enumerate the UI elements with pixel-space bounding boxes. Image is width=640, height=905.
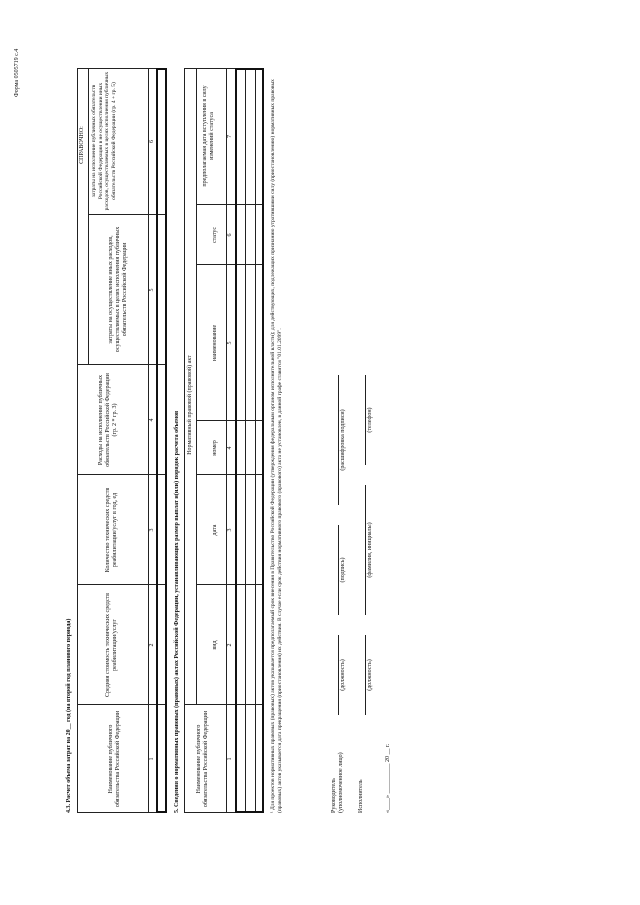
executor-position-caption: (должность) (367, 659, 373, 691)
s5-colnum-5: 5 (227, 341, 233, 345)
s5-header-col1: Наименование публичного обязательства Российской Федерации (196, 710, 209, 808)
head-sub: (уполномоченное лицо) (338, 752, 344, 813)
s43-header-col6: затраты на исполнение публичных обязательств Российской Федерации в не осуществлении иных расходов, осуществляемых в целях исполнения публичных обязательств Российской Федерации (гр. 4 + гр. 5) (91, 71, 117, 211)
s5-header-data: дата (212, 524, 218, 536)
s5-colnum-6: 6 (227, 233, 233, 237)
executor-label: Исполнитель (358, 779, 364, 813)
s5-colnum-1: 1 (227, 757, 233, 761)
s5-header-date-change: предполагаемая дата вступления в силу изменений статуса (202, 85, 215, 187)
s43-header-col5: затраты на осуществление иных расходов, осуществляемых в целях исполнения публичных обязательств Российской Федерации (108, 226, 128, 353)
footnote: ¹ Для проектов нормативных правовых (правовых) актов указывается предполагаемый срок внесения в Правительство Российской Федерации (утверждения федеральным органом исполнительной власти); для действующих, подлежащих признанию утратившими силу (приостановлению) нормативных правовых (правовых) актов указывается дата прекращения (приостановления) их действия. В случае если срок действия нормативного правового (правового) акта не установлен, в данной графе ставится "01.01.2099". (270, 79, 283, 813)
s5-colnum-4: 4 (227, 446, 233, 450)
s43-colnum-6: 6 (149, 140, 155, 143)
section-43-title: 4.3. Расчет объема затрат на 20__ год (на второй год планового периода) (66, 618, 72, 813)
s5-header-nomer: номер (212, 440, 218, 456)
executor-fio-caption: (фамилия, инициалы) (367, 522, 373, 578)
executor-phone-caption: (телефон) (367, 407, 373, 433)
s5-colnum-3: 3 (227, 528, 233, 532)
s43-colnum-3: 3 (149, 528, 155, 532)
date-line: «____» __________ 20 __ г. (385, 743, 391, 813)
s43-header-col3: Количество технических средств реабилитации/услуг в год, ед (105, 487, 118, 573)
head-signature-caption: (подпись) (340, 557, 346, 583)
s43-colnum-2: 2 (149, 643, 155, 647)
head-label: Руководитель (331, 778, 337, 813)
s5-header-vid: вид (212, 640, 218, 650)
s5-header-naimenovanie: наименование (212, 324, 218, 362)
s5-colnum-7: 7 (227, 135, 233, 138)
s5-header-act-group: Нормативный правовой (правовой) акт (187, 355, 193, 455)
s43-colnum-1: 1 (149, 757, 155, 761)
s5-header-status: статус (212, 226, 218, 244)
section-5-title: 5. Сведения о нормативных правовых (правовых) актах Российской Федерации, устанавливающих размер выплат и(или) порядок расчета объемов (174, 410, 180, 813)
form-number: Форма 0505719 с.4 (14, 48, 20, 97)
s43-header-col4: Расходы на исполнение публичных обязательств Российской Федерации (гр. 2 * гр. 3) (98, 373, 118, 467)
s43-colnum-5: 5 (149, 288, 155, 292)
head-decoding-caption: (расшифровка подписи) (340, 409, 346, 471)
s43-header-col1: Наименование публичного обязательства Российской Федерации (108, 710, 121, 808)
head-position-caption: (должность) (340, 659, 346, 691)
s43-header-spravochno: СПРАВОЧНО: (79, 126, 85, 164)
s43-colnum-4: 4 (149, 418, 155, 422)
s5-colnum-2: 2 (227, 643, 233, 647)
s43-header-col2: Средняя стоимость технических средств реабилитации/услуг (105, 593, 118, 697)
